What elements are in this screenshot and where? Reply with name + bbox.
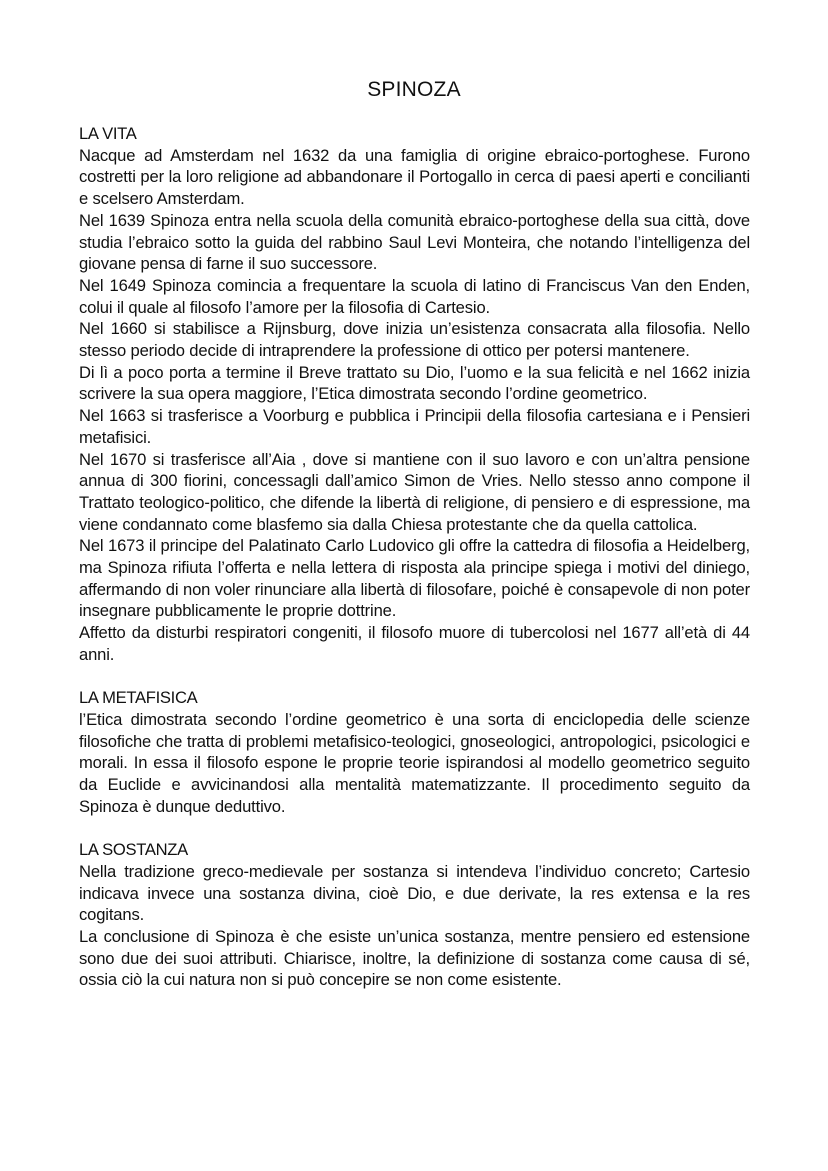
paragraph: Nel 1663 si trasferisce a Voorburg e pubblica i Principii della filosofia cartesiana e i Pensieri metafisici.: [79, 406, 750, 447]
paragraph: l’Etica dimostrata secondo l’ordine geometrico è una sorta di enciclopedia delle scienze filosofiche che tratta di problemi metafisico-teologici, gnoseologici, antropologici, psicologici e morali. In essa il filosofo espone le proprie teorie ispirandosi al modello geometrico seguito da Euclide e avvicinandosi alla mentalità matematizzante. Il procedimento seguito da Spinoza è dunque deduttivo.: [79, 709, 750, 816]
paragraph: Nel 1649 Spinoza comincia a frequentare la scuola di latino di Franciscus Van den Enden, colui il quale al filosofo l’amore per la filosofia di Cartesio.: [79, 275, 750, 317]
paragraph: Affetto da disturbi respiratori congeniti, il filosofo muore di tubercolosi nel 1677 all’età di 44 anni.: [79, 623, 750, 664]
paragraph: Nel 1660 si stabilisce a Rijnsburg, dove inizia un’esistenza consacrata alla filosofia. Nello stesso periodo decide di intraprendere la professione di ottico per potersi mantenere.: [79, 319, 750, 361]
paragraph: Nella tradizione greco-medievale per sostanza si intendeva l’individuo concreto; Cartesio indicava invece una sostanza divina, cioè Dio, e due derivate, la res extensa e la res cogitans.: [79, 861, 750, 925]
paragraph: Di lì a poco porta a termine il Breve trattato su Dio, l’uomo e la sua felicità e nel 1662 inizia scrivere la sua opera maggiore, l’Etica dimostrata secondo l’ordine geometrico.: [79, 362, 750, 404]
paragraph: Nel 1670 si trasferisce all’Aia , dove si mantiene con il suo lavoro e con un’altra pensione annua di 300 fiorini, concessagli dall’amico Simon de Vries. Nello stesso anno compone il Trattato teologico-politico, che difende la libertà di religione, di pensiero e di espressione, ma viene condannato come blasfemo sia dalla Chiesa protestante che da quella cattolica.: [79, 449, 750, 534]
paragraph: La conclusione di Spinoza è che esiste un’unica sostanza, mentre pensiero ed estensione sono due dei suoi attributi. Chiarisce, inoltre, la definizione di sostanza come causa di sé, ossia ciò la cui natura non si può concepire se non come esistente.: [79, 926, 750, 990]
section-la-metafisica: [79, 687, 750, 817]
paragraph: Nacque ad Amsterdam nel 1632 da una famiglia di origine ebraico-portoghese. Furono costretti per la loro religione ad abbandonare il Portogallo in cerca di paesi aperti e concilianti e scelsero Amsterdam.: [79, 145, 750, 209]
document-body: [79, 123, 750, 1013]
section-heading: LA METAFISICA: [79, 688, 198, 708]
paragraph: Nel 1673 il principe del Palatinato Carlo Ludovico gli offre la cattedra di filosofia a Heidelberg, ma Spinoza rifiuta l’offerta e nella lettera di risposta ala principe spiega i motivi del diniego, affermando di non voler rinunciare alla libertà di filosofare, poiché è consapevole di non poter insegnare pubblicamente le proprie dottrine.: [79, 536, 750, 621]
section-heading: LA VITA: [79, 124, 137, 143]
paragraph: Nel 1639 Spinoza entra nella scuola della comunità ebraico-portoghese della sua città, dove studia l’ebraico sotto la guida del rabbino Saul Levi Monteira, che notando l’intelligenza del giovane pensa di farne il suo successore.: [79, 210, 750, 274]
section-heading: LA SOSTANZA: [79, 840, 188, 860]
section-la-vita: [79, 123, 750, 666]
document-title: SPINOZA: [367, 78, 461, 101]
section-la-sostanza: [79, 839, 750, 991]
